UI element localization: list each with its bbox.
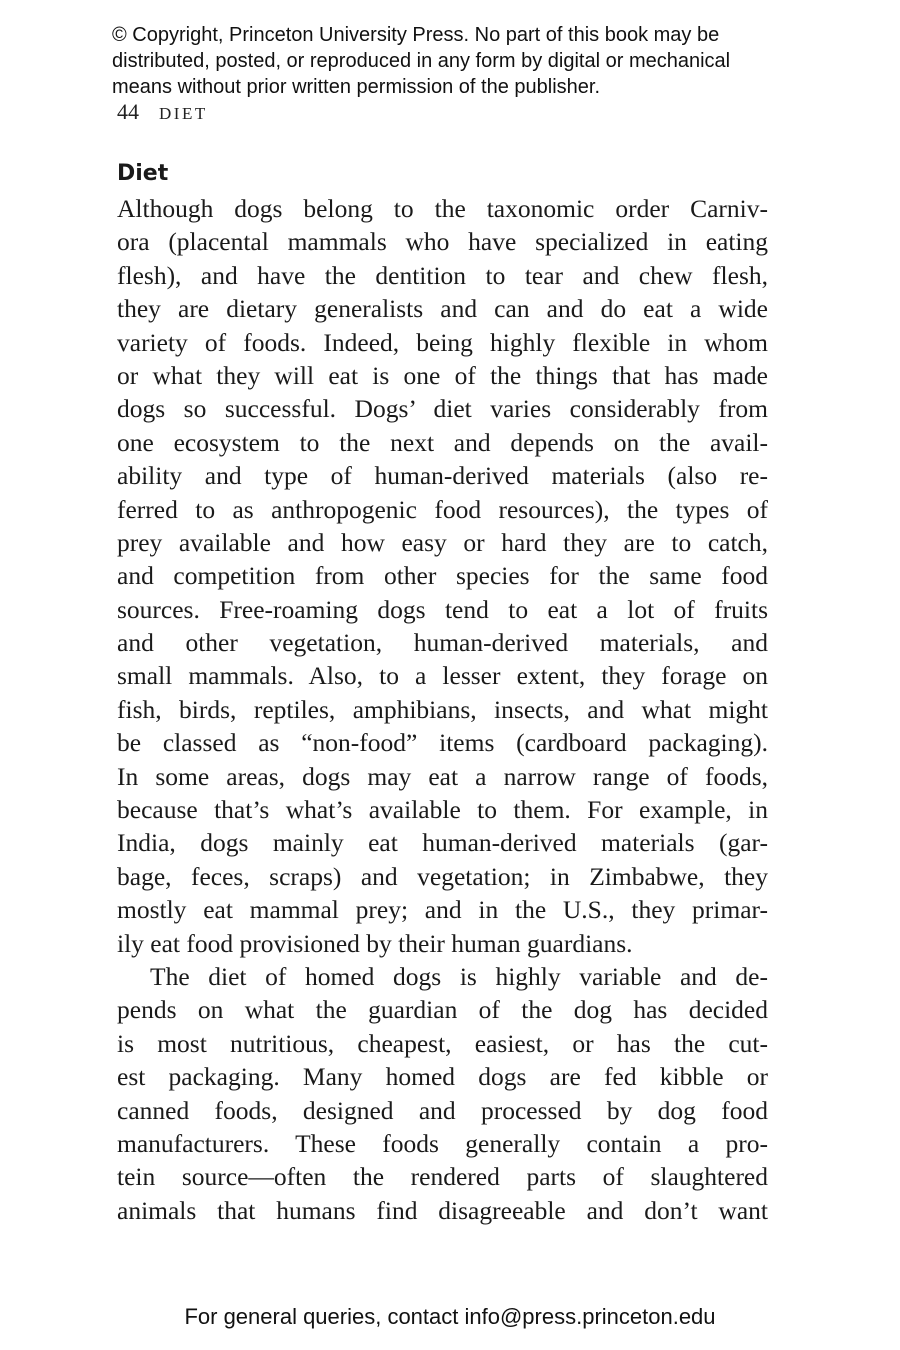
text-line: and competition from other species for the same food bbox=[117, 561, 768, 591]
copyright-line: means without prior written permission of the publisher. bbox=[112, 76, 601, 98]
text-line: be classed as “non-food” items (cardboard packaging). bbox=[117, 728, 768, 758]
text-line: ability and type of human-derived materials (also re- bbox=[117, 461, 768, 491]
text-line: mostly eat mammal prey; and in the U.S., they primar- bbox=[117, 895, 768, 925]
section-heading: Diet bbox=[117, 161, 169, 186]
text-line: dogs so successful. Dogs’ diet varies considerably from bbox=[117, 394, 768, 424]
running-head bbox=[117, 99, 208, 125]
text-line: or what they will eat is one of the things that has made bbox=[117, 360, 768, 390]
body-text bbox=[117, 192, 768, 1227]
text-line: sources. Free-roaming dogs tend to eat a lot of fruits bbox=[117, 594, 768, 624]
text-line: tein source—often the rendered parts of slaughtered bbox=[117, 1162, 768, 1192]
text-line: India, dogs mainly eat human-derived materials (gar- bbox=[117, 828, 768, 858]
text-line: prey available and how easy or hard they are to catch, bbox=[117, 527, 768, 557]
text-line: The diet of homed dogs is highly variable and de- bbox=[150, 961, 768, 991]
text-line: In some areas, dogs may eat a narrow range of foods, bbox=[117, 761, 768, 791]
text-line: ora (placental mammals who have specialized in eating bbox=[117, 227, 768, 257]
paragraph bbox=[117, 960, 768, 1227]
text-line: flesh), and have the dentition to tear and chew flesh, bbox=[117, 260, 768, 290]
text-line: Although dogs belong to the taxonomic order Carniv- bbox=[117, 194, 768, 223]
text-line: is most nutritious, cheapest, easiest, or has the cut- bbox=[117, 1028, 768, 1058]
text-line: ferred to as anthropogenic food resources), the types of bbox=[117, 494, 768, 524]
running-title: DIET bbox=[159, 104, 208, 123]
paragraph bbox=[117, 192, 768, 960]
footer-contact: For general queries, contact info@press.princeton.edu bbox=[184, 1304, 716, 1329]
text-line: and other vegetation, human-derived materials, and bbox=[117, 628, 768, 658]
page-number: 44 bbox=[117, 99, 139, 124]
text-line: est packaging. Many homed dogs are fed kibble or bbox=[117, 1062, 768, 1092]
text-line: canned foods, designed and processed by dog food bbox=[117, 1095, 768, 1125]
text-line: because that’s what’s available to them. For example, in bbox=[117, 795, 768, 825]
copyright-line: distributed, posted, or reproduced in any form by digital or mechanical bbox=[112, 50, 731, 72]
text-line: pends on what the guardian of the dog has decided bbox=[117, 995, 768, 1025]
text-line: fish, birds, reptiles, amphibians, insects, and what might bbox=[117, 694, 768, 724]
text-line: they are dietary generalists and can and do eat a wide bbox=[117, 294, 768, 324]
text-line: small mammals. Also, to a lesser extent, they forage on bbox=[117, 661, 768, 691]
text-line: bage, feces, scraps) and vegetation; in Zimbabwe, they bbox=[117, 861, 768, 891]
text-line: variety of foods. Indeed, being highly flexible in whom bbox=[117, 327, 768, 357]
text-line: ily eat food provisioned by their human guardians. bbox=[117, 928, 633, 958]
text-line: manufacturers. These foods generally contain a pro- bbox=[117, 1128, 768, 1158]
text-line: one ecosystem to the next and depends on the avail- bbox=[117, 427, 768, 457]
text-line: animals that humans find disagreeable and don’t want bbox=[117, 1195, 768, 1225]
copyright-line: © Copyright, Princeton University Press. No part of this book may be bbox=[112, 24, 720, 46]
copyright-notice bbox=[112, 22, 812, 100]
